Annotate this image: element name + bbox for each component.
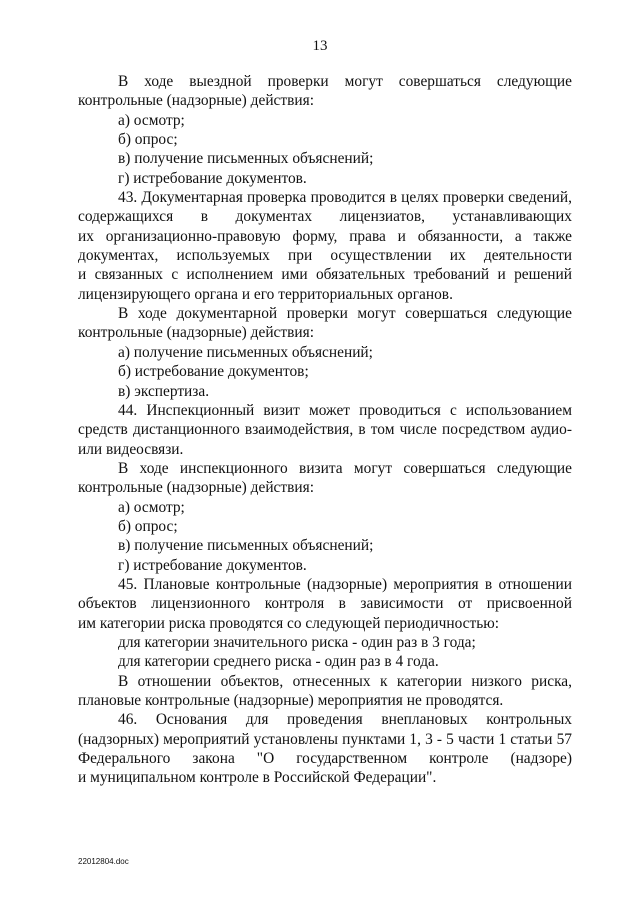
list-item: г) истребование документов. [118, 556, 307, 574]
text-line: контрольные (надзорные) действия: [78, 92, 314, 110]
list-item: а) получение письменных объяснений; [118, 343, 373, 361]
text-line: контрольные (надзорные) действия: [78, 479, 314, 497]
text-line: содержащихся в документах лицензиатов, устанавливающих [78, 208, 572, 226]
text-line: документах, используемых при осуществлении их деятельности [78, 247, 572, 265]
text-line: контрольные (надзорные) действия: [78, 324, 314, 342]
paragraph-field-inspection-actions [78, 72, 572, 111]
paragraph-43 [78, 188, 572, 304]
text-line: 44. Инспекционный визит может проводиться с использованием [118, 401, 572, 419]
text-line: 43. Документарная проверка проводится в целях проверки сведений, [118, 189, 572, 207]
paragraph-low-risk [78, 672, 572, 711]
document-body [78, 72, 572, 788]
text-line: объектов лицензионного контроля в зависимости от присвоенной [78, 595, 572, 613]
text-line: или видеосвязи. [78, 440, 184, 458]
page-number: 13 [312, 38, 328, 54]
text-line: плановые контрольные (надзорные) мероприятия не проводятся. [78, 692, 504, 709]
text-line: В ходе инспекционного визита могут совершаться следующие [118, 459, 572, 477]
paragraph-46 [78, 710, 572, 787]
list-item: для категории среднего риска - один раз в 4 года. [118, 653, 439, 671]
text-line: 46. Основания для проведения внеплановых контрольных [118, 711, 572, 729]
text-line: Федерального закона "О государственном контроле (надзоре) [78, 750, 572, 768]
text-line: и муниципальном контроле в Российской Федерации". [78, 769, 437, 787]
text-line: средств дистанционного взаимодействия, в том числе посредством аудио- [78, 421, 572, 439]
text-line: их организационно-правовую форму, права и обязанности, а также [78, 227, 572, 245]
list-item: б) истребование документов; [118, 363, 309, 381]
list-item: в) экспертиза. [118, 382, 210, 400]
text-line: В ходе документарной проверки могут совершаться следующие [118, 305, 572, 323]
text-line: (надзорных) мероприятий установлены пунктами 1, 3 - 5 части 1 статьи 57 [78, 730, 572, 748]
list-item: в) получение письменных объяснений; [118, 537, 374, 555]
text-line: им категории риска проводятся со следующей периодичностью: [78, 614, 500, 632]
list-item: а) осмотр; [118, 498, 185, 516]
text-line: и связанных с исполнением ими обязательных требований и решений [78, 266, 572, 284]
text-line: В ходе выездной проверки могут совершаться следующие [118, 73, 572, 90]
paragraph-44 [78, 401, 572, 459]
text-line: В отношении объектов, отнесенных к категории низкого риска, [118, 672, 572, 690]
document-file-name: 22012804.doc [78, 857, 129, 866]
list-item: б) опрос; [118, 131, 178, 149]
list-item: б) опрос; [118, 517, 178, 535]
text-line: 45. Плановые контрольные (надзорные) мероприятия в отношении [118, 575, 572, 593]
text-line: лицензирующего органа и его территориальных органов. [78, 285, 453, 303]
paragraph-document-inspection-actions [78, 304, 572, 343]
list-item: в) получение письменных объяснений; [118, 150, 374, 168]
list-item: для категории значительного риска - один раз в 3 года; [118, 633, 476, 651]
paragraph-inspection-visit-actions [78, 459, 572, 498]
paragraph-45 [78, 575, 572, 633]
list-item: г) истребование документов. [118, 169, 307, 187]
list-item: а) осмотр; [118, 111, 185, 129]
